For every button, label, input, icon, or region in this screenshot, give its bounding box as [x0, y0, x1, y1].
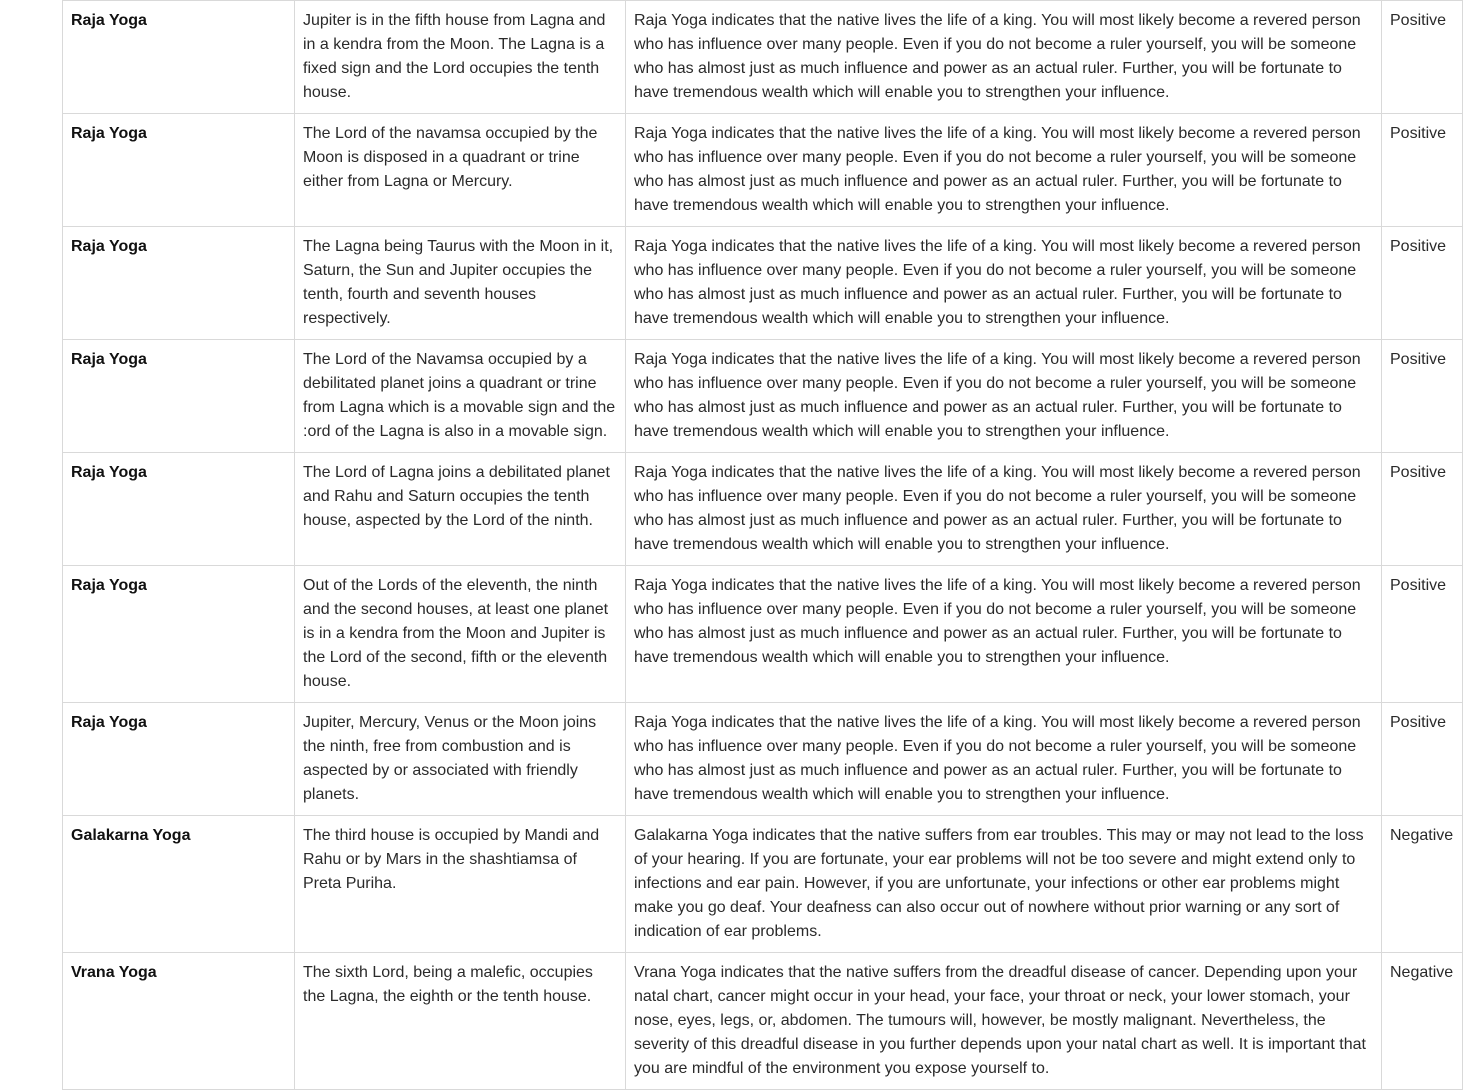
yoga-name: Raja Yoga: [63, 453, 295, 566]
yoga-condition: Jupiter is in the fifth house from Lagna and in a kendra from the Moon. The Lagna is a fixed sign and the Lord occupies the tenth house.: [295, 1, 626, 114]
table-row: [63, 453, 1463, 566]
yoga-result: Raja Yoga indicates that the native lives the life of a king. You will most likely become a revered person who has influence over many people. Even if you do not become a ruler yourself, you will be someone who has almost just as much influence and power as an actual ruler. Further, you will be fortunate to have tremendous wealth which will enable you to strengthen your influence.: [626, 340, 1382, 453]
yoga-condition: The Lord of Lagna joins a debilitated planet and Rahu and Saturn occupies the tenth house, aspected by the Lord of the ninth.: [295, 453, 626, 566]
yoga-name: Galakarna Yoga: [63, 816, 295, 953]
yoga-effect: Positive: [1382, 703, 1463, 816]
yoga-condition: The Lord of the navamsa occupied by the Moon is disposed in a quadrant or trine either from Lagna or Mercury.: [295, 114, 626, 227]
yoga-effect: Positive: [1382, 340, 1463, 453]
yoga-condition: Jupiter, Mercury, Venus or the Moon joins the ninth, free from combustion and is aspected by or associated with friendly planets.: [295, 703, 626, 816]
table-row: [63, 114, 1463, 227]
yoga-condition: The Lord of the Navamsa occupied by a debilitated planet joins a quadrant or trine from Lagna which is a movable sign and the :ord of the Lagna is also in a movable sign.: [295, 340, 626, 453]
yoga-effect: Negative: [1382, 953, 1463, 1090]
table-row: [63, 816, 1463, 953]
yoga-result: Raja Yoga indicates that the native lives the life of a king. You will most likely become a revered person who has influence over many people. Even if you do not become a ruler yourself, you will be someone who has almost just as much influence and power as an actual ruler. Further, you will be fortunate to have tremendous wealth which will enable you to strengthen your influence.: [626, 1, 1382, 114]
yoga-condition: The Lagna being Taurus with the Moon in it, Saturn, the Sun and Jupiter occupies the tenth, fourth and seventh houses respectively.: [295, 227, 626, 340]
yoga-result: Raja Yoga indicates that the native lives the life of a king. You will most likely become a revered person who has influence over many people. Even if you do not become a ruler yourself, you will be someone who has almost just as much influence and power as an actual ruler. Further, you will be fortunate to have tremendous wealth which will enable you to strengthen your influence.: [626, 227, 1382, 340]
yoga-name: Raja Yoga: [63, 227, 295, 340]
table-row: [63, 340, 1463, 453]
table-row: [63, 566, 1463, 703]
yoga-condition: Out of the Lords of the eleventh, the ninth and the second houses, at least one planet is in a kendra from the Moon and Jupiter is the Lord of the second, fifth or the eleventh house.: [295, 566, 626, 703]
yoga-name: Raja Yoga: [63, 340, 295, 453]
yoga-name: Vrana Yoga: [63, 953, 295, 1090]
yoga-effect: Positive: [1382, 114, 1463, 227]
yoga-effect: Positive: [1382, 566, 1463, 703]
yoga-name: Raja Yoga: [63, 703, 295, 816]
yoga-name: Raja Yoga: [63, 114, 295, 227]
yoga-name: Raja Yoga: [63, 566, 295, 703]
yoga-result: Raja Yoga indicates that the native lives the life of a king. You will most likely become a revered person who has influence over many people. Even if you do not become a ruler yourself, you will be someone who has almost just as much influence and power as an actual ruler. Further, you will be fortunate to have tremendous wealth which will enable you to strengthen your influence.: [626, 453, 1382, 566]
yoga-result: Raja Yoga indicates that the native lives the life of a king. You will most likely become a revered person who has influence over many people. Even if you do not become a ruler yourself, you will be someone who has almost just as much influence and power as an actual ruler. Further, you will be fortunate to have tremendous wealth which will enable you to strengthen your influence.: [626, 566, 1382, 703]
yoga-result: Vrana Yoga indicates that the native suffers from the dreadful disease of cancer. Depending upon your natal chart, cancer might occur in your head, your face, your throat or neck, your lower stomach, your nose, eyes, legs, or, abdomen. The tumours will, however, be mostly malignant. Nevertheless, the severity of this dreadful disease in you further depends upon your natal chart as well. It is important that you are mindful of the environment you expose yourself to.: [626, 953, 1382, 1090]
table-row: [63, 227, 1463, 340]
table-row: [63, 1, 1463, 114]
yoga-result: Galakarna Yoga indicates that the native suffers from ear troubles. This may or may not lead to the loss of your hearing. If you are fortunate, your ear problems will not be too severe and might extend only to infections and ear pain. However, if you are unfortunate, your infections or other ear problems might make you go deaf. Your deafness can also occur out of nowhere without prior warning or any sort of indication of ear problems.: [626, 816, 1382, 953]
yoga-table-body: [63, 1, 1463, 1090]
yoga-effect: Positive: [1382, 1, 1463, 114]
table-row: [63, 703, 1463, 816]
yoga-result: Raja Yoga indicates that the native lives the life of a king. You will most likely become a revered person who has influence over many people. Even if you do not become a ruler yourself, you will be someone who has almost just as much influence and power as an actual ruler. Further, you will be fortunate to have tremendous wealth which will enable you to strengthen your influence.: [626, 114, 1382, 227]
yoga-effect: Positive: [1382, 453, 1463, 566]
yoga-effect: Negative: [1382, 816, 1463, 953]
yoga-name: Raja Yoga: [63, 1, 295, 114]
yoga-condition: The third house is occupied by Mandi and Rahu or by Mars in the shashtiamsa of Preta Puriha.: [295, 816, 626, 953]
yoga-condition: The sixth Lord, being a malefic, occupies the Lagna, the eighth or the tenth house.: [295, 953, 626, 1090]
yoga-result: Raja Yoga indicates that the native lives the life of a king. You will most likely become a revered person who has influence over many people. Even if you do not become a ruler yourself, you will be someone who has almost just as much influence and power as an actual ruler. Further, you will be fortunate to have tremendous wealth which will enable you to strengthen your influence.: [626, 703, 1382, 816]
table-row: [63, 953, 1463, 1090]
yoga-effect: Positive: [1382, 227, 1463, 340]
yoga-table: [62, 0, 1463, 1090]
